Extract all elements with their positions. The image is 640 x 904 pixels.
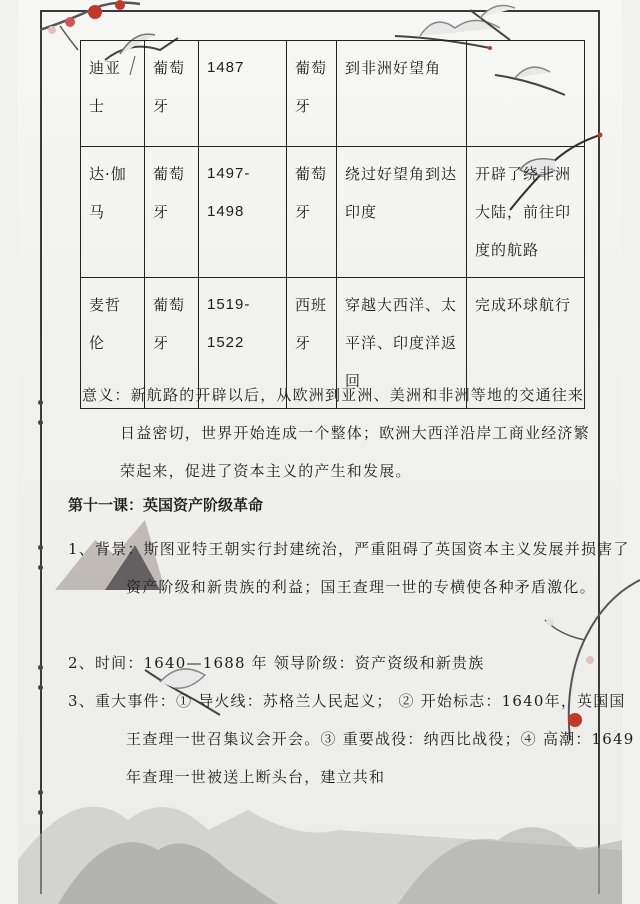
table-cell-sponsor: 葡萄牙 (287, 41, 337, 147)
frame-dot (38, 400, 43, 405)
frame-dot (38, 420, 43, 425)
table-row (81, 41, 585, 147)
table-cell-name: 麦哲伦 (81, 278, 145, 409)
table-cell-country: 葡萄牙 (145, 147, 199, 278)
table-cell-sponsor: 葡萄牙 (287, 147, 337, 278)
table-cell-country: 葡萄牙 (145, 278, 199, 409)
table-cell-route: 穿越大西洋、太平洋、印度洋返回 (337, 278, 467, 409)
frame-dot (38, 565, 43, 570)
table-row (81, 147, 585, 278)
significance-paragraph: 意义：新航路的开辟以后，从欧洲到亚洲、美洲和非洲等地的交通往来日益密切，世界开始连成一个整体；欧洲大西洋沿岸工商业经济繁荣起来，促进了资本主义的产生和发展。 (82, 386, 590, 480)
table-cell-name: 达·伽马 (81, 147, 145, 278)
lesson-item-time: 2、时间：1640—1688 年 领导阶级：资产资级和新贵族 (68, 654, 485, 672)
lesson-title: 第十一课：英国资产阶级革命 (68, 496, 264, 514)
table-cell-years: 1497-1498 (199, 147, 287, 278)
frame-dot (38, 545, 43, 550)
crane-icon (460, 0, 520, 45)
table-cell-country: 葡萄牙 (145, 41, 199, 147)
table-cell-route: 到非洲好望角 (337, 41, 467, 147)
table-cell-result: 开辟了绕非洲大陆，前往印度的航路 (467, 147, 585, 278)
table-cell-result: 完成环球航行 (467, 278, 585, 409)
frame-dot (38, 665, 43, 670)
table-cell-result (467, 41, 585, 147)
table-cell-route: 绕过好望角到达印度 (337, 147, 467, 278)
lesson-item-events: 3、重大事件：① 导火线：苏格兰人民起义； ② 开始标志：1640年，英国国王查理一世召集议会开会。③ 重要战役：纳西比战役；④ 高潮：1649 年查理一世被送上断头台，建立共和 (68, 692, 635, 786)
table-cell-years: 1487 (199, 41, 287, 147)
lesson-item-background: 1、背景：斯图亚特王朝实行封建统治，严重阻碍了英国资本主义发展并损害了资产阶级和新贵族的利益；国王查理一世的专横使各种矛盾激化。 (68, 540, 630, 596)
frame-dot (38, 685, 43, 690)
table-cell-sponsor: 西班牙 (287, 278, 337, 409)
table-cell-years: 1519-1522 (199, 278, 287, 409)
table-cell-name: 迪亚士 (81, 41, 145, 147)
voyages-table (80, 40, 585, 409)
